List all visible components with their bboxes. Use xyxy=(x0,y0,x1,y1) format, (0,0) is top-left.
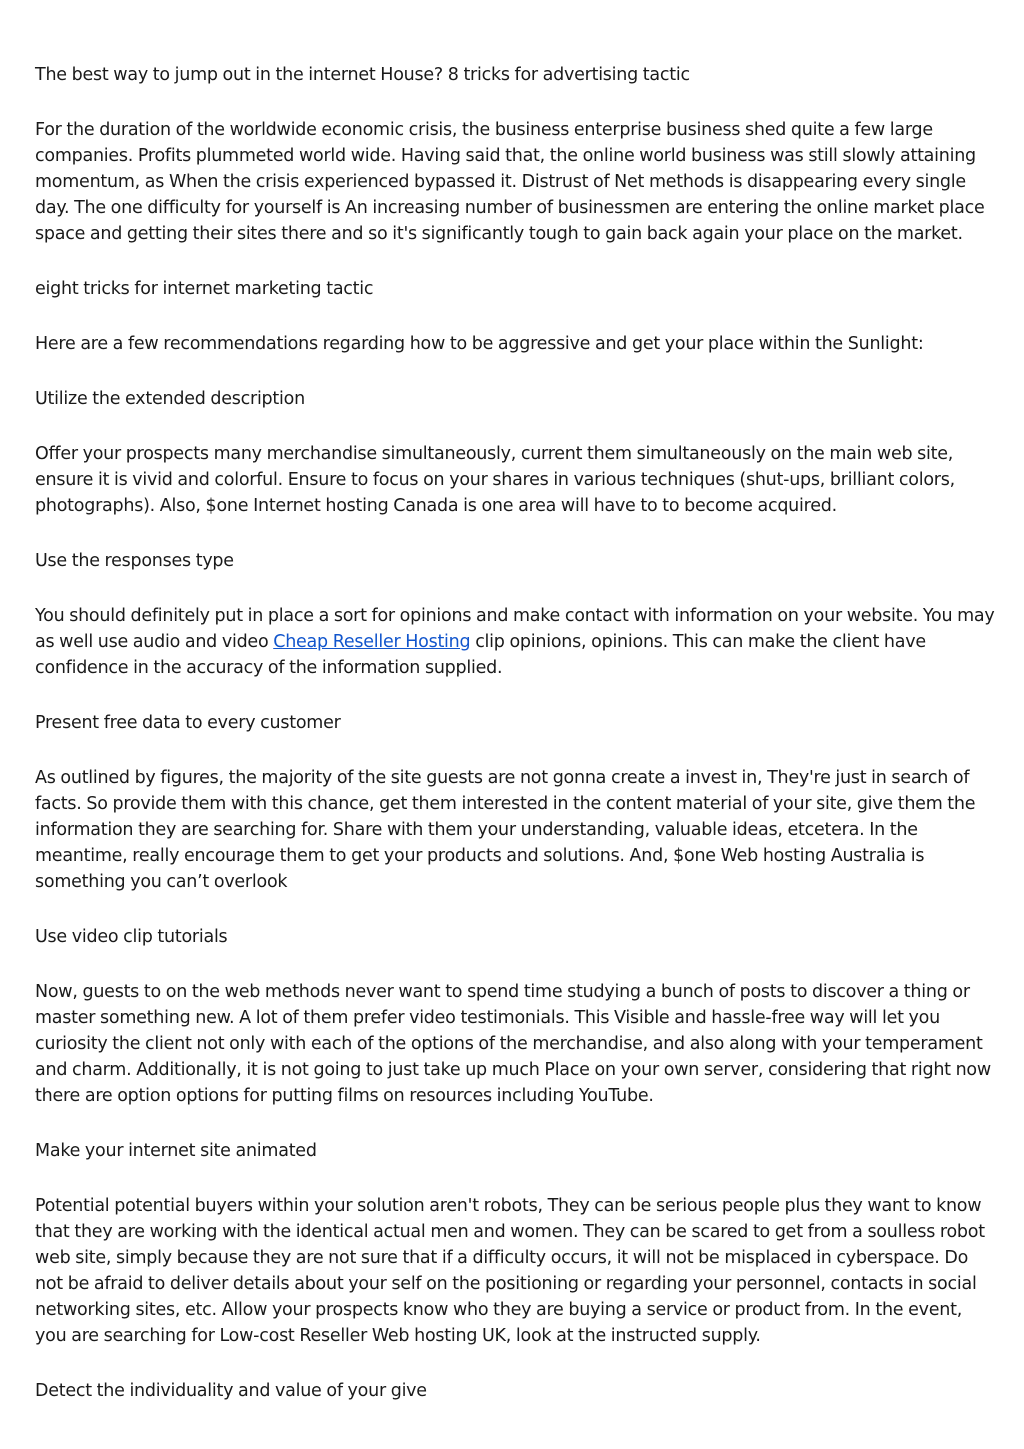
section-heading: Use the responses type xyxy=(35,551,234,571)
cheap-reseller-hosting-link[interactable]: Cheap Reseller Hosting xyxy=(273,632,471,652)
intro-paragraph: For the duration of the worldwide economic crisis, the business enterprise business shed quite a few large companies. Profits plummeted world wide. Having said that, the online world business was still slowly attaining momentum, as When the crisis experienced bypassed it. Distrust of Net methods is disappearing every single day. The one difficulty for yourself is An increasing number of businessmen are entering the online market place space and getting their sites there and so it's significantly tough to gain back again your place on the market. xyxy=(35,120,985,244)
section-paragraph xyxy=(35,603,995,681)
document-title: The best way to jump out in the internet House? 8 tricks for advertising tactic xyxy=(35,65,690,85)
paragraph-text: clip opinions, opinions. This can make the client have confidence in the accuracy of the information supplied. xyxy=(35,632,926,678)
section-paragraph: Offer your prospects many merchandise simultaneously, current them simultaneously on the main web site, ensure it is vivid and colorful. Ensure to focus on your shares in various techniques (shut-ups, brilliant colors, photographs). Also, $one Internet hosting Canada is one area will have to to become acquired. xyxy=(35,444,955,516)
section-paragraph: Potential potential buyers within your solution aren't robots, They can be serious people plus they want to know that they are working with the identical actual men and women. They can be scared to get from a soulless robot web site, simply because they are not sure that if a difficulty occurs, it will not be misplaced in cyberspace. Do not be afraid to deliver details about your self on the positioning or regarding your personnel, contacts in social networking sites, etc. Allow your prospects know who they are buying a service or product from. In the event, you are searching for Low-cost Reseller Web hosting UK, look at the instructed supply. xyxy=(35,1196,985,1346)
section-heading: Present free data to every customer xyxy=(35,713,341,733)
section-paragraph: Now, guests to on the web methods never want to spend time studying a bunch of posts to discover a thing or master something new. A lot of them prefer video testimonials. This Visible and hassle-free way will let you curiosity the client not only with each of the options of the merchandise, and also along with your temperament and charm. Additionally, it is not going to just take up much Place on your own server, considering that right now there are option options for putting films on resources including YouTube. xyxy=(35,982,991,1106)
lead-paragraph: Here are a few recommendations regarding how to be aggressive and get your place within the Sunlight: xyxy=(35,334,924,354)
section-heading: Utilize the extended description xyxy=(35,389,305,409)
paragraph-text: You should definitely put in place a sort for opinions and make contact with information on your website. You may as well use audio and video xyxy=(35,606,995,652)
section-paragraph: As outlined by figures, the majority of the site guests are not gonna create a invest in, They're just in search of facts. So provide them with this chance, get them interested in the content material of your site, give them the information they are searching for. Share with them your understanding, valuable ideas, etcetera. In the meantime, really encourage them to get your products and solutions. And, $one Web hosting Australia is something you can’t overlook xyxy=(35,768,976,892)
document-page xyxy=(35,62,995,1433)
section-heading: Make your internet site animated xyxy=(35,1141,317,1161)
section-heading: Detect the individuality and value of your give xyxy=(35,1381,427,1401)
subtitle: eight tricks for internet marketing tactic xyxy=(35,279,374,299)
section-heading: Use video clip tutorials xyxy=(35,927,228,947)
